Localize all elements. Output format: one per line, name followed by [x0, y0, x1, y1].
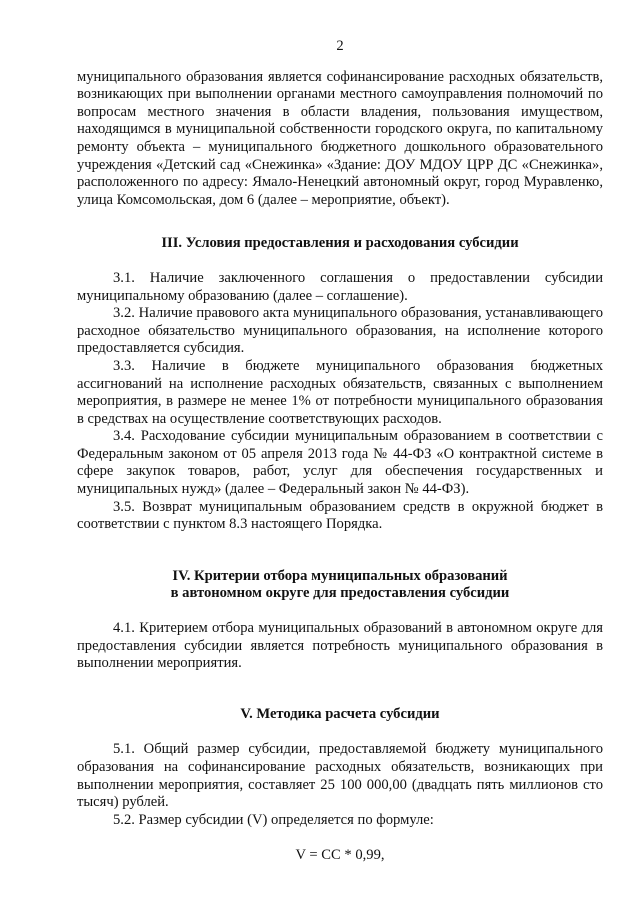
paragraph-3-4: 3.4. Расходование субсидии муниципальным образованием в соответствии с Федеральным законом от 05 апреля 2013 года № 44-ФЗ «О контрактной системе в сфере закупок товаров, работ, услуг для обеспечения государственных и муниципальных нужд» (далее – Федеральный закон № 44-ФЗ). [77, 428, 603, 498]
section-3-heading: III. Условия предоставления и расходования субсидии [161, 235, 519, 252]
section-5-heading: V. Методика расчета субсидии [240, 705, 440, 722]
section-4-heading-line-2: в автономном округе для предоставления субсидии [170, 585, 510, 602]
subsidy-formula: V = CC * 0,99, [295, 847, 385, 864]
paragraph-5-1: 5.1. Общий размер субсидии, предоставляемой бюджету муниципального образования на софинансирование расходных обязательств, возникающих при выполнении мероприятия, составляет 25 100 000,00 (двадцать пять миллионов сто тысяч) рублей. [77, 741, 603, 811]
paragraph-4-1: 4.1. Критерием отбора муниципальных образований в автономном округе для предоставления субсидии является потребность муниципального образования в выполнении мероприятия. [77, 620, 603, 672]
paragraph-3-2: 3.2. Наличие правового акта муниципального образования, устанавливающего расходное обязательство муниципального образования, на исполнение которого предоставляется субсидия. [77, 305, 603, 357]
section-4-heading [77, 568, 603, 603]
paragraph-5-2: 5.2. Размер субсидии (V) определяется по формуле: [113, 811, 434, 828]
page-number: 2 [336, 38, 344, 54]
intro-paragraph: муниципального образования является софинансирование расходных обязательств, возникающих при выполнении органами местного самоуправления полномочий по вопросам местного значения в области владения, пользования имуществом, находящимся в муниципальной собственности городского округа, по капитальному ремонту объекта – муниципального бюджетного дошкольного образовательного учреждения «Детский сад «Снежинка» «Здание: ДОУ МДОУ ЦРР ДС «Снежинка», расположенного по адресу: Ямало-Ненецкий автономный округ, город Муравленко, улица Комсомольская, дом 6 (далее – мероприятие, объект). [77, 68, 603, 208]
section-4-heading-line-1: IV. Критерии отбора муниципальных образований [172, 567, 508, 584]
paragraph-3-5: 3.5. Возврат муниципальным образованием средств в окружной бюджет в соответствии с пунктом 8.3 настоящего Порядка. [77, 498, 603, 533]
paragraph-3-3: 3.3. Наличие в бюджете муниципального образования бюджетных ассигнований на исполнение расходных обязательств, связанных с выполнением мероприятия, в размере не менее 1% от потребности муниципального образования в средствах на осуществление соответствующих расходов. [77, 357, 603, 427]
paragraph-3-1: 3.1. Наличие заключенного соглашения о предоставлении субсидии муниципальному образованию (далее – соглашение). [77, 269, 603, 304]
